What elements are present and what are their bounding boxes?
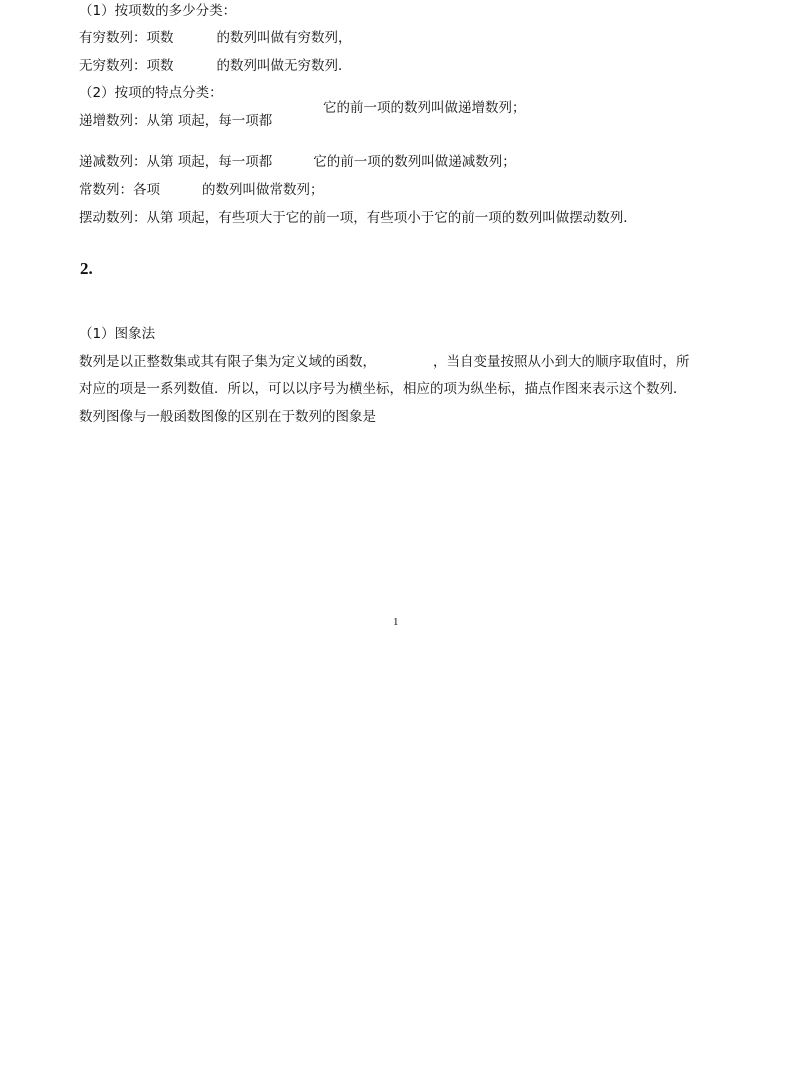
finite-sequence-line: 有穷数列：项数 的数列叫做有穷数列， xyxy=(79,30,352,46)
graph-method-title: （1）图象法 xyxy=(79,326,156,342)
constant-sequence-line: 常数列：各项 的数列叫做常数列； xyxy=(79,182,324,198)
graph-paragraph-line-2: 对应的项是一系列数值．所以，可以以序号为横坐标，相应的项为纵坐标，描点作图来表示这个数列． xyxy=(79,381,687,397)
graph-paragraph-line-3: 数列图像与一般函数图像的区别在于数列的图象是 xyxy=(79,409,376,425)
increasing-sequence-line-b: 它的前一项的数列叫做递增数列； xyxy=(323,100,526,116)
section-2-number: 2. xyxy=(80,259,93,278)
decreasing-sequence-line: 递减数列：从第 项起，每一项都 它的前一项的数列叫做递减数列； xyxy=(79,154,516,170)
infinite-sequence-line: 无穷数列：项数 的数列叫做无穷数列． xyxy=(79,58,352,74)
graph-paragraph-line-1: 数列是以正整数集或其有限子集为定义域的函数， ，当自变量按照从小到大的顺序取值时，所 xyxy=(79,354,690,370)
oscillating-sequence-line: 摆动数列：从第 项起，有些项大于它的前一项，有些项小于它的前一项的数列叫做摆动数列． xyxy=(79,210,637,226)
page-number: 1 xyxy=(393,616,399,628)
by-feature-title: （2）按项的特点分类： xyxy=(79,85,223,101)
increasing-sequence-line-a: 递增数列：从第 项起，每一项都 xyxy=(79,113,273,129)
by-count-title: （1）按项数的多少分类： xyxy=(79,3,237,19)
